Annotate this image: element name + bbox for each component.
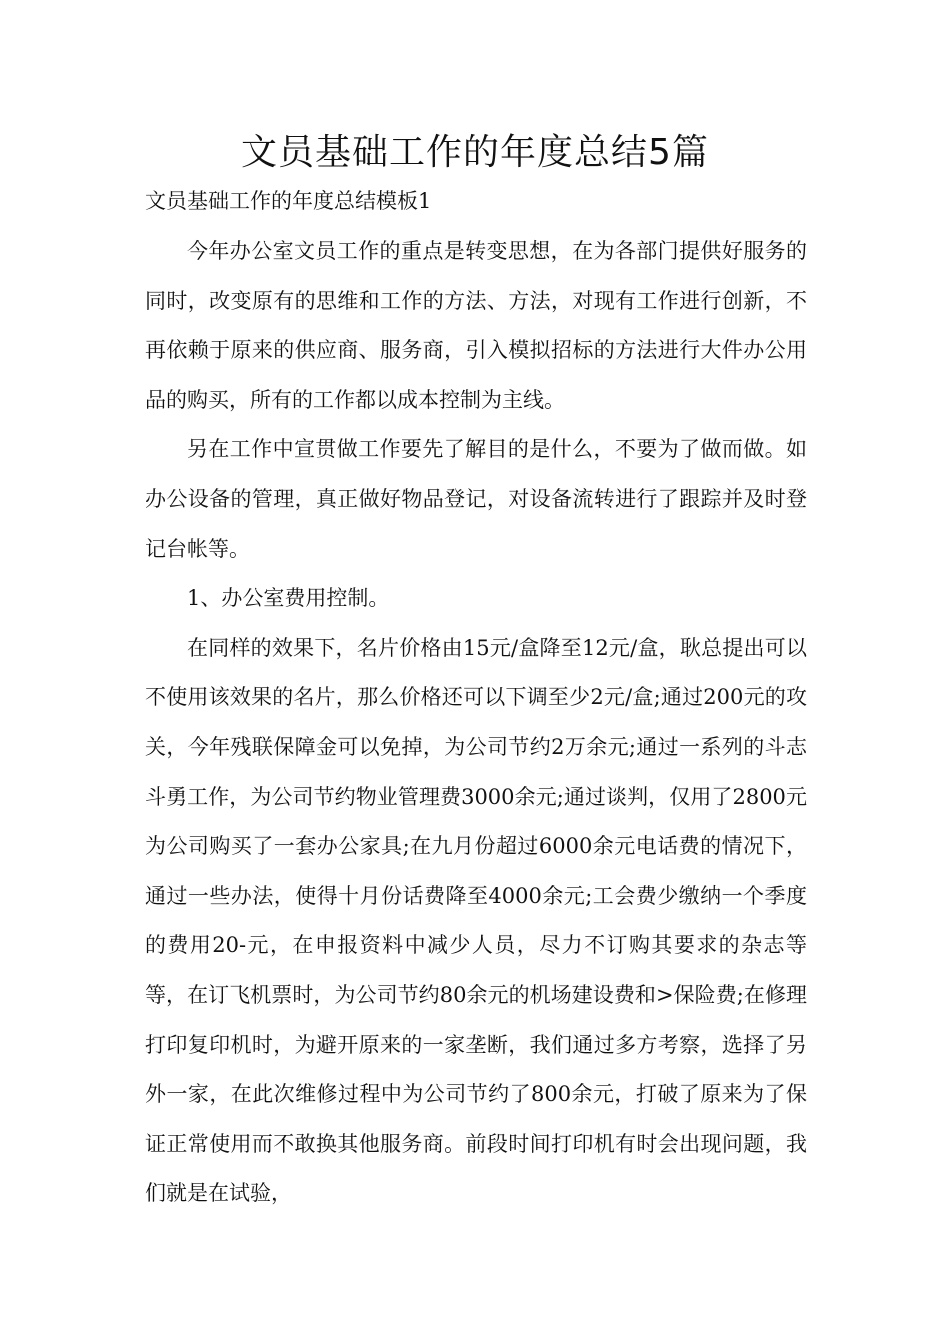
paragraph-intro: 今年办公室文员工作的重点是转变思想，在为各部门提供好服务的同时，改变原有的思维和工作的方法、方法，对现有工作进行创新，不再依赖于原来的供应商、服务商，引入模拟招标的方法进行大件办公用品的购买，所有的工作都以成本控制为主线。: [145, 239, 807, 412]
paragraph-section-heading: 1、办公室费用控制。: [187, 586, 390, 611]
document-body: [145, 227, 807, 1219]
document-title: 文员基础工作的年度总结5篇: [241, 132, 709, 173]
paragraph-purpose: 另在工作中宣贯做工作要先了解目的是什么，不要为了做而做。如办公设备的管理，真正做好物品登记，对设备流转进行了跟踪并及时登记台帐等。: [145, 437, 807, 561]
paragraph-cost-control: 在同样的效果下，名片价格由15元/盒降至12元/盒，耿总提出可以不使用该效果的名片，那么价格还可以下调至少2元/盒;通过200元的攻关，今年残联保障金可以免掉，为公司节约2万余元;通过一系列的斗志斗勇工作，为公司节约物业管理费3000余元;通过谈判，仅用了2800元为公司购买了一套办公家具;在九月份超过6000余元电话费的情况下，通过一些办法，使得十月份话费降至4000余元;工会费少缴纳一个季度的费用20-元，在申报资料中减少人员，尽力不订购其要求的杂志等等，在订飞机票时，为公司节约80余元的机场建设费和>保险费;在修理打印复印机时，为避开原来的一家垄断，我们通过多方考察，选择了另外一家，在此次维修过程中为公司节约了800余元，打破了原来为了保证正常使用而不敢换其他服务商。前段时间打印机有时会出现问题，我们就是在试验，: [145, 635, 807, 1206]
document-subtitle: 文员基础工作的年度总结模板1: [145, 189, 432, 213]
